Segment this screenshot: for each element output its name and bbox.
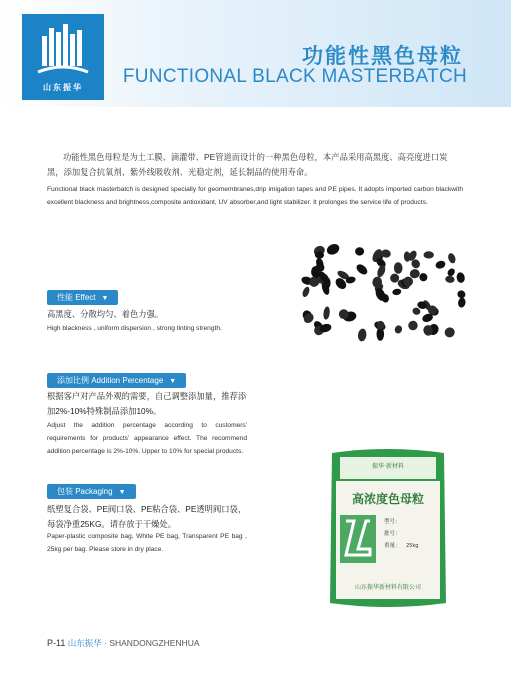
pellet (446, 267, 456, 278)
pellet (355, 247, 365, 257)
pellet (355, 262, 370, 276)
header-banner (0, 0, 511, 107)
pellet (404, 251, 411, 262)
pellet (394, 324, 404, 334)
tag-effect-label: 性能 Effect (57, 293, 96, 302)
tag-packaging-label: 包装 Packaging (57, 487, 113, 496)
pellet (301, 286, 311, 298)
bag-maker: 山东振华新材料有限公司 (354, 584, 422, 591)
pellet (392, 288, 402, 296)
effect-text-en: High blackness , uniform dispersion , strong tinting strength. (47, 325, 222, 332)
pellet (445, 275, 455, 283)
pellet (456, 272, 466, 284)
addition-text-en: Adjust the addition percentage according to customers' requirements for products' appearance effect. The recommend addition percentage is 2%-10%. Upper to 10% for special products. (47, 422, 247, 455)
pellet (447, 252, 457, 264)
pellet (394, 262, 403, 274)
logo-brand-name: 山东振华 (43, 82, 83, 92)
triangle-down-icon: ▼ (169, 378, 177, 385)
tag-effect (47, 290, 118, 305)
footer-separator: · (104, 638, 107, 648)
bag-field-model: 型号： (384, 519, 401, 525)
effect-text-cn: 高黑度、分散均匀、着色力强。 (47, 309, 164, 319)
page-title-en: FUNCTIONAL BLACK MASTERBATCH (122, 66, 467, 87)
bag-field-weight: 重量： (384, 543, 401, 549)
packaging-text-cn: 纸塑复合袋、PE阀口袋、PE粘合袋、PE透明阀口袋，每袋净重25KG。请存放于干燥处。 (47, 504, 247, 529)
addition-text-cn: 根据客户对产品外观的需要，自己调整添加量，推荐添加2%-10%特殊制品添加10%。 (47, 391, 247, 416)
logo-mark-icon (36, 22, 90, 80)
page-number: P-11 (47, 638, 66, 648)
product-bag-image (326, 445, 450, 610)
pellet (419, 272, 428, 281)
pellet (424, 251, 434, 258)
pellet (457, 297, 466, 308)
page-title-cn: 功能性黑色母粒 (302, 44, 463, 68)
triangle-down-icon: ▼ (101, 295, 109, 302)
pellet (435, 259, 447, 269)
tag-addition-label: 添加比例 Addition Percentage (57, 376, 164, 385)
footer-brand-cn: 山东振华 (67, 638, 102, 648)
black-pellets-image (298, 243, 476, 343)
intro-text-en: Functional black masterbatch is designed specially for geomembranes,drip imigation tapes and PE pipes. It adopts imported carbon blackwith excellent blackness and brightness,composite antioxidant, UV absorber,and light stabilizer. It prolonges the service life of products. (47, 186, 463, 206)
pellet (357, 328, 367, 342)
triangle-down-icon: ▼ (118, 489, 126, 496)
pellet (407, 319, 420, 332)
bag-field-batch: 批号： (384, 531, 401, 537)
tag-addition-percentage (47, 373, 186, 388)
intro-text-cn: 功能性黑色母粒是为土工膜、滴灌带、PE管道而设计的一种黑色母粒，本产品采用高黑度、高亮度进口炭黑，添加复合抗氧剂、紫外线吸收剂、光稳定剂，延长制品的使用寿命。 (47, 152, 448, 177)
pellet (443, 325, 457, 339)
packaging-text-en: Paper-plastic composite bag, White PE bag, Transparent PE bag , 25kg per bag. Please store in dry place. (47, 533, 247, 553)
pellet (409, 268, 420, 279)
pellet (323, 306, 331, 320)
bag-weight-value: 25kg (406, 543, 419, 549)
footer-brand-en: SHANDONGZHENHUA (109, 638, 200, 648)
pellet (325, 243, 341, 257)
tag-packaging (47, 484, 136, 499)
bag-brand: 振华·新材料 (372, 463, 404, 470)
company-logo (22, 14, 104, 100)
bag-product-name: 高浓度色母粒 (351, 492, 425, 506)
page-footer (47, 637, 200, 649)
